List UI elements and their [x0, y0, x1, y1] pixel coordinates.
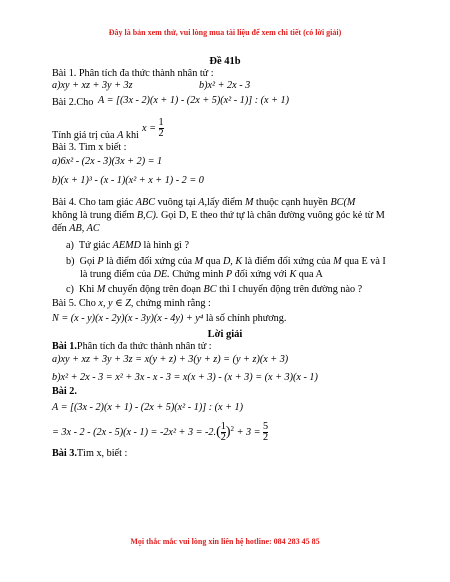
- sol2-expr: A = [(3x - 2)(x + 1) - (2x + 5)(x² - 1)] : (x + 1): [52, 402, 244, 413]
- bai2-label: Bài 2.Cho: [52, 97, 94, 108]
- bai5-line1: Bài 5. Cho x, y ∈ Z, chứng minh rằng :: [52, 298, 211, 309]
- bai4-qc: c) Khi M chuyển động trên đoạn BC thì I chuyển động trên đường nào ?: [66, 284, 363, 295]
- preview-notice: Đây là bản xem thử, vui lòng mua tài liệu để xem chi tiết (có lời giải): [108, 28, 342, 37]
- bai4-qb-1: b) Gọi P là điểm đối xứng của M qua D, K là điểm đối xứng của M qua E và I: [66, 256, 386, 267]
- bai1-label: Bài 1. Phân tích đa thức thành nhân tử :: [52, 68, 214, 79]
- bai1-a: a)xy + xz + 3y + 3z: [52, 80, 133, 91]
- bai4-qa: a) Tứ giác AEMD là hình gì ?: [66, 240, 190, 251]
- bai1-b: b)x² + 2x - 3: [199, 80, 251, 91]
- sol1-b: b)x² + 2x - 3 = x² + 3x - x - 3 = x(x + 3) - (x + 3) = (x + 3)(x - 1): [52, 372, 318, 383]
- sol1-label: Bài 1.Phân tích đa thức thành nhân tử :: [52, 341, 212, 352]
- bai3-label: Bài 3. Tìm x biết :: [52, 142, 127, 153]
- bai4-line1: Bài 4. Cho tam giác ABC vuông tại A,lấy điểm M thuộc cạnh huyền BC(M: [52, 197, 356, 208]
- sol2-label: Bài 2.: [52, 386, 77, 397]
- bai2-x-eq: x = $\frac{1}{2}$: [142, 117, 164, 139]
- sol2-calc: = 3x - 2 - (2x - 5)(x - 1) = -2x² + 3 = -2.( $\frac{1}{2}$ )$^2$ + 3 = $\frac{5}{2}$: [52, 421, 269, 443]
- bai4-line3: đến AB, AC: [52, 223, 100, 234]
- bai3-a: a)6x² - (2x - 3)(3x + 2) = 1: [52, 156, 163, 167]
- bai2-expr: A = [(3x - 2)(x + 1) - (2x + 5)(x² - 1)] : (x + 1): [98, 95, 290, 106]
- bai4-qb-2: là trung điểm của DE. Chứng minh P đối xứng với K qua A: [80, 269, 323, 280]
- hotline-notice: Mọi thắc mắc vui lòng xin liên hệ hotline: 084 283 45 85: [130, 537, 320, 546]
- sol3-label: Bài 3.Tìm x, biết :: [52, 448, 128, 459]
- bai3-b: b)(x + 1)³ - (x - 1)(x² + x + 1) - 2 = 0: [52, 175, 204, 186]
- bai2-tinh: Tính giá trị của A khi: [52, 130, 139, 141]
- loi-giai-heading: Lời giải: [207, 329, 243, 340]
- doc-title: Đề 41b: [209, 56, 241, 67]
- sol1-a: a)xy + xz + 3y + 3z = x(y + z) + 3(y + z) = (y + z)(x + 3): [52, 354, 289, 365]
- bai5-line2: N = (x - y)(x - 2y)(x - 3y)(x - 4y) + y⁴ là số chính phương.: [52, 313, 287, 324]
- bai4-line2: không là trung điểm B,C). Gọi D, E theo thứ tự là chân đường vuông góc kẻ từ M: [52, 210, 385, 221]
